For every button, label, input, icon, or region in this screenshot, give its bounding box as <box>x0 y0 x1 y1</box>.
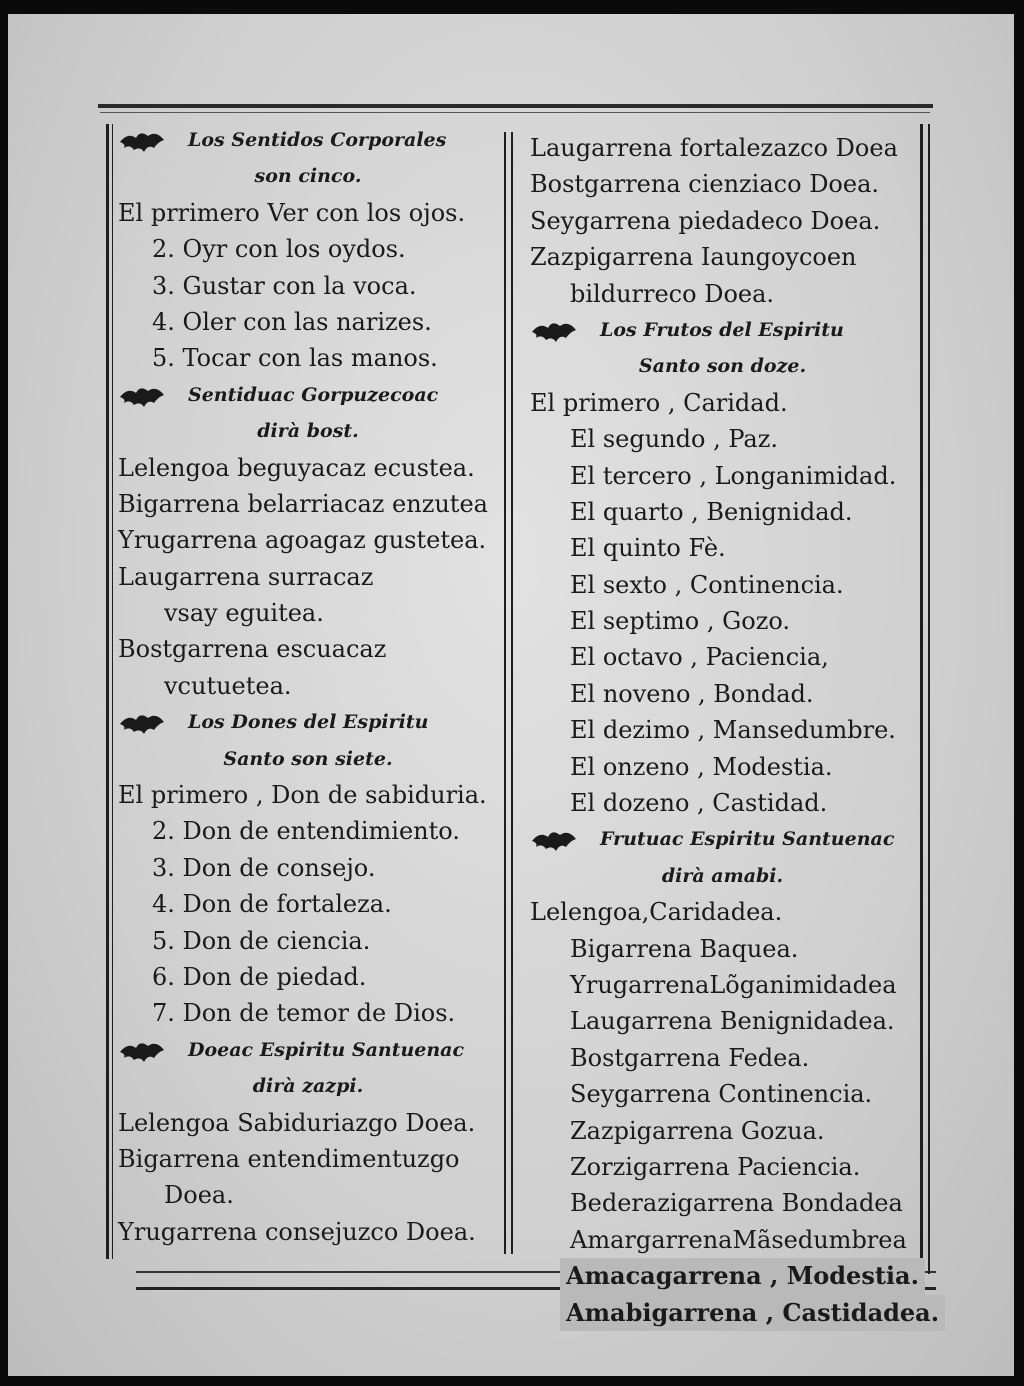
left-line-text: 2. Oyr con los oydos. <box>152 235 406 264</box>
right-line-text: Zorzigarrena Paciencia. <box>570 1152 861 1181</box>
left-line <box>118 1141 498 1177</box>
left-line <box>118 923 498 959</box>
right-line-text: Bostgarrena Fedea. <box>570 1043 810 1072</box>
left-line-text: Lelengoa Sabiduriazgo Doea. <box>118 1108 476 1137</box>
vine-leaf-ornament-icon <box>530 827 578 853</box>
left-line-text: Doea. <box>164 1181 234 1210</box>
left-line <box>118 522 498 558</box>
right-line-text: Seygarrena Continencia. <box>570 1080 873 1109</box>
left-line <box>118 1177 498 1213</box>
left-line <box>118 450 498 486</box>
right-line-text: Bigarrena Baquea. <box>570 934 799 963</box>
top-rule-thin <box>100 112 930 113</box>
left-line <box>118 122 498 158</box>
left-line <box>118 1105 498 1141</box>
right-line <box>530 203 915 239</box>
right-line <box>530 821 915 857</box>
left-line-text: 3. Don de consejo. <box>152 853 376 882</box>
right-line-text: Laugarrena fortalezazco Doea <box>530 134 898 162</box>
left-line <box>118 995 498 1031</box>
vine-leaf-ornament-icon <box>530 318 578 344</box>
right-line-text: El segundo , Paz. <box>570 425 778 454</box>
left-line <box>118 668 498 704</box>
left-line-text: 4. Don de fortaleza. <box>152 890 392 919</box>
right-line <box>530 458 915 494</box>
vine-leaf-ornament-icon <box>118 1038 166 1064</box>
right-line <box>530 348 915 384</box>
left-line-text: El primero , Don de sabiduria. <box>118 781 487 810</box>
right-line <box>530 1076 915 1112</box>
left-line <box>118 304 498 340</box>
right-line <box>530 749 915 785</box>
right-line-text: El quarto , Benignidad. <box>570 497 853 526</box>
right-line-text: Frutuac Espiritu Santuenac <box>600 828 895 851</box>
right-line-text: El quinto Fè. <box>570 534 726 563</box>
right-line <box>530 1295 940 1331</box>
left-line <box>118 704 498 740</box>
left-line-text: 5. Tocar con las manos. <box>152 344 438 373</box>
left-line-text: dirà zazpi. <box>252 1075 364 1098</box>
left-line <box>118 1032 498 1068</box>
vine-leaf-ornament-icon <box>118 383 166 409</box>
left-line-text: Doeac Espiritu Santuenac <box>188 1038 465 1061</box>
right-line-text: El sexto , Continencia. <box>570 570 844 599</box>
left-column <box>118 122 498 1250</box>
right-line <box>530 858 915 894</box>
right-line-text: Lelengoa,Caridadea. <box>530 898 783 927</box>
left-line <box>118 741 498 777</box>
right-line <box>530 1258 919 1294</box>
right-line-text: El noveno , Bondad. <box>570 679 814 708</box>
right-line-text: Bederazigarrena Bondadea <box>570 1189 903 1218</box>
right-line-text: El septimo , Gozo. <box>570 607 791 636</box>
left-line-text: Los Dones del Espiritu <box>188 711 429 734</box>
right-line <box>530 494 915 530</box>
right-line <box>530 1185 915 1221</box>
right-border-rule <box>920 124 923 1274</box>
right-line <box>530 166 915 202</box>
left-line <box>118 377 498 413</box>
left-line-text: vcutuetea. <box>164 671 292 700</box>
left-line <box>118 231 498 267</box>
left-line-text: Bigarrena belarriacaz enzutea <box>118 489 488 518</box>
right-line-text: El tercero , Longanimidad. <box>570 461 897 490</box>
left-line-text: El prrimero Ver con los ojos. <box>118 198 466 227</box>
left-line-text: 2. Don de entendimiento. <box>152 817 460 846</box>
right-line-text: Laugarrena Benignidadea. <box>570 1007 895 1036</box>
right-line-text: El dozeno , Castidad. <box>570 789 828 818</box>
left-line <box>118 886 498 922</box>
left-line-text: 6. Don de piedad. <box>152 962 367 991</box>
left-line-text: Los Sentidos Corporales <box>188 129 447 151</box>
left-line <box>118 195 498 231</box>
right-line <box>530 676 915 712</box>
left-line <box>118 559 498 595</box>
right-line <box>530 1149 915 1185</box>
right-border-rule-outer <box>928 124 930 1274</box>
right-line-text: Seygarrena piedadeco Doea. <box>530 206 881 235</box>
left-line <box>118 595 498 631</box>
right-line <box>530 567 915 603</box>
left-line-text: Santo son siete. <box>223 747 393 770</box>
left-line-text: Sentiduac Gorpuzecoac <box>188 383 439 406</box>
right-line-text: El octavo , Paciencia, <box>570 643 829 672</box>
right-line-text: YrugarrenaLõganimidadea <box>570 970 897 999</box>
left-line-text: 3. Gustar con la voca. <box>152 271 417 300</box>
left-line-text: Yrugarrena agoagaz gustetea. <box>118 526 487 555</box>
left-line <box>118 486 498 522</box>
right-line <box>530 530 915 566</box>
right-line <box>530 312 915 348</box>
left-line-text: Yrugarrena consejuzco Doea. <box>118 1217 476 1246</box>
left-line-text: 5. Don de ciencia. <box>152 926 371 955</box>
left-line-text: Laugarrena surracaz <box>118 562 374 591</box>
vine-leaf-ornament-icon <box>118 710 166 736</box>
right-line-text: Santo son doze. <box>638 355 807 378</box>
left-line-text: vsay eguitea. <box>164 599 324 628</box>
left-line-text: Bigarrena entendimentuzgo <box>118 1144 460 1173</box>
right-line <box>530 130 915 166</box>
right-line <box>530 639 915 675</box>
left-border-rule-thin <box>112 124 113 1259</box>
right-line <box>530 421 915 457</box>
left-line <box>118 340 498 376</box>
right-line-text: Amabigarrena , Castidadea. <box>560 1295 945 1331</box>
left-line-text: Lelengoa beguyacaz ecustea. <box>118 453 475 482</box>
right-line <box>530 1222 915 1258</box>
top-rule <box>98 104 933 108</box>
left-line <box>118 813 498 849</box>
center-rule-right <box>511 132 513 1254</box>
left-line <box>118 158 498 194</box>
right-line-text: El onzeno , Modestia. <box>570 752 833 781</box>
left-line-text: 4. Oler con las narizes. <box>152 307 432 336</box>
right-line-text: Los Frutos del Espiritu <box>600 318 844 341</box>
left-line <box>118 959 498 995</box>
left-line-text: dirà bost. <box>257 420 359 443</box>
right-line <box>530 1003 915 1039</box>
right-line <box>530 785 915 821</box>
right-line-text: El primero , Caridad. <box>530 388 788 417</box>
left-line-text: son cinco. <box>254 165 362 188</box>
right-line <box>530 1040 915 1076</box>
right-line-text: Bostgarrena cienziaco Doea. <box>530 170 880 199</box>
left-line <box>118 1068 498 1104</box>
right-line-text: AmargarrenaMãsedumbrea <box>570 1225 907 1254</box>
right-line <box>530 385 915 421</box>
right-line <box>530 712 915 748</box>
right-line <box>530 1113 915 1149</box>
left-line <box>118 413 498 449</box>
left-line <box>118 850 498 886</box>
right-line-text: bildurreco Doea. <box>570 279 775 308</box>
right-line-text: Amacagarrena , Modestia. <box>560 1258 925 1294</box>
left-line-text: 7. Don de temor de Dios. <box>152 999 456 1028</box>
right-line <box>530 603 915 639</box>
right-line-text: Zazpigarrena Gozua. <box>570 1116 825 1145</box>
center-rule-left <box>504 132 506 1254</box>
right-line <box>530 894 915 930</box>
right-line-text: Zazpigarrena Iaungoycoen <box>530 243 857 272</box>
right-line <box>530 276 915 312</box>
left-line <box>118 631 498 667</box>
left-line <box>118 268 498 304</box>
left-line-text: Bostgarrena escuacaz <box>118 635 387 664</box>
right-line <box>530 931 915 967</box>
vine-leaf-ornament-icon <box>118 128 166 154</box>
right-line <box>530 239 915 275</box>
right-line-text: El dezimo , Mansedumbre. <box>570 716 896 745</box>
right-line-text: dirà amabi. <box>661 864 784 887</box>
left-line <box>118 1214 498 1250</box>
left-border-rule <box>106 124 109 1259</box>
left-line <box>118 777 498 813</box>
right-line <box>530 967 915 1003</box>
right-column <box>530 130 940 1331</box>
